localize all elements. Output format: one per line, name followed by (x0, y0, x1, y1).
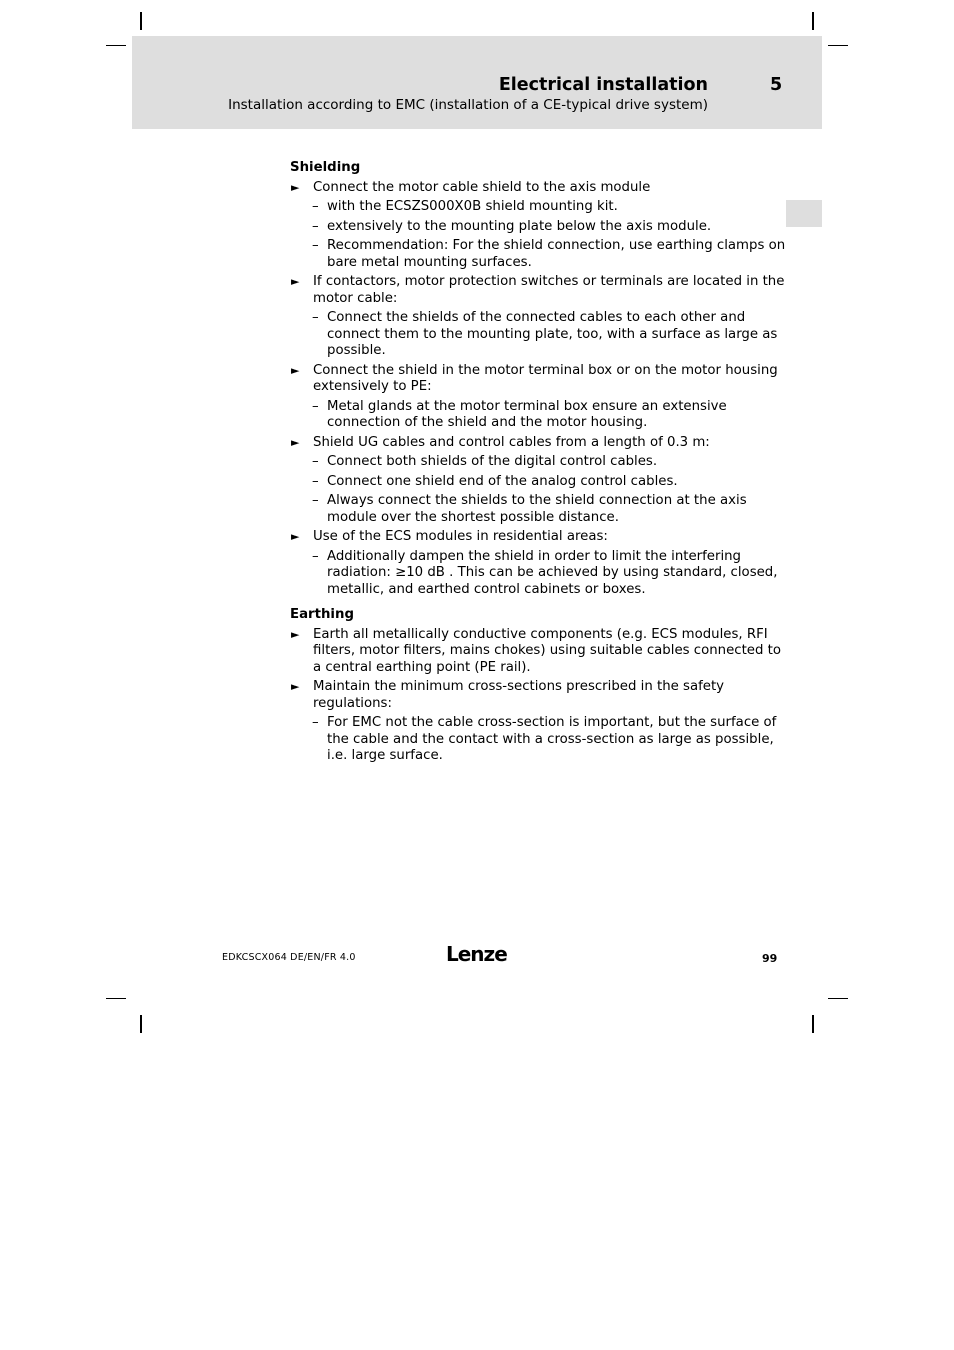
sub-list-item: – Always connect the shields to the shield connection at the axis module over the shortest possible distance. (312, 493, 747, 525)
crop-mark (140, 12, 142, 30)
sub-list-item: – Recommendation: For the shield connection, use earthing clamps on bare metal mounting surfaces. (312, 238, 786, 270)
list-item: ► Maintain the minimum cross-sections prescribed in the safety regulations: (291, 679, 725, 711)
dash-marker: – (312, 199, 319, 214)
dash-marker: – (312, 548, 319, 564)
list-item: ► Connect the motor cable shield to the axis module (291, 179, 651, 195)
crop-mark (812, 1015, 814, 1033)
list-item: ► Earth all metallically conductive components (e.g. ECS modules, RFI filters, motor filters, mains chokes) using suitable cables connected to a central earthing point (PE rail). (291, 626, 781, 675)
bullet-marker: ► (291, 530, 300, 543)
sub-list-item: – Connect both shields of the digital control cables. (312, 454, 658, 469)
list-item: ► If contactors, motor protection switches or terminals are located in the motor cable: (291, 274, 785, 306)
list-item: ► Use of the ECS modules in residential areas: (291, 529, 608, 544)
section-heading: Shielding (290, 160, 361, 175)
dash-marker: – (312, 715, 319, 730)
crop-mark (106, 998, 126, 999)
svg-text:Lenze: Lenze (446, 942, 507, 966)
list-item: ► Connect the shield in the motor terminal box or on the motor housing extensively to PE: (291, 362, 778, 394)
sub-list-item: – extensively to the mounting plate below the axis module. (312, 218, 712, 234)
bullet-marker: ► (291, 627, 300, 641)
list-item: ► Shield UG cables and control cables from a length of 0.3 m: (291, 434, 710, 450)
header-band (132, 36, 822, 129)
bullet-marker: ► (291, 275, 300, 288)
section-heading: Earthing (290, 607, 354, 622)
sub-list-item: – with the ECSZS000X0B shield mounting kit. (312, 199, 618, 214)
crop-mark (140, 1015, 142, 1033)
dash-marker: – (312, 398, 319, 414)
bullet-marker: ► (291, 435, 300, 449)
chapter-tab (786, 200, 822, 227)
crop-mark (828, 45, 848, 46)
dash-marker: – (312, 238, 319, 253)
bullet-marker: ► (291, 363, 300, 377)
page-content (290, 160, 790, 768)
dash-marker: – (312, 218, 319, 234)
sub-list-item: – Connect the shields of the connected cables to each other and connect them to the mounting plate, too, with a surface as large as possible. (312, 310, 778, 358)
page-number: 99 (762, 952, 778, 965)
crop-mark (812, 12, 814, 30)
dash-marker: – (312, 493, 319, 508)
sub-list-item: – For EMC not the cable cross-section is important, but the surface of the cable and the contact with a cross-section as large as possible, i.e. large surface. (312, 715, 777, 763)
footer-document-id: EDKCSCX064 DE/EN/FR 4.0 (222, 952, 356, 963)
crop-mark (106, 45, 126, 46)
dash-marker: – (312, 310, 319, 325)
lenze-logo (446, 942, 508, 966)
chapter-number: 5 (770, 75, 783, 95)
dash-marker: – (312, 454, 319, 469)
sub-list-item: – Connect one shield end of the analog control cables. (312, 473, 678, 489)
sub-list-item: – Additionally dampen the shield in order to limit the interfering radiation: ≥10 dB . This can be achieved by using standard, closed, metallic, and earthed control cabinets or boxes. (312, 548, 778, 597)
sub-list-item: – Metal glands at the motor terminal box ensure an extensive connection of the shield and the motor housing. (312, 398, 727, 430)
chapter-subtitle: Installation according to EMC (installation of a CE-typical drive system) (228, 97, 708, 113)
bullet-marker: ► (291, 680, 300, 693)
crop-mark (828, 998, 848, 999)
chapter-title: Electrical installation (498, 75, 708, 95)
dash-marker: – (312, 473, 319, 489)
bullet-marker: ► (291, 180, 300, 194)
